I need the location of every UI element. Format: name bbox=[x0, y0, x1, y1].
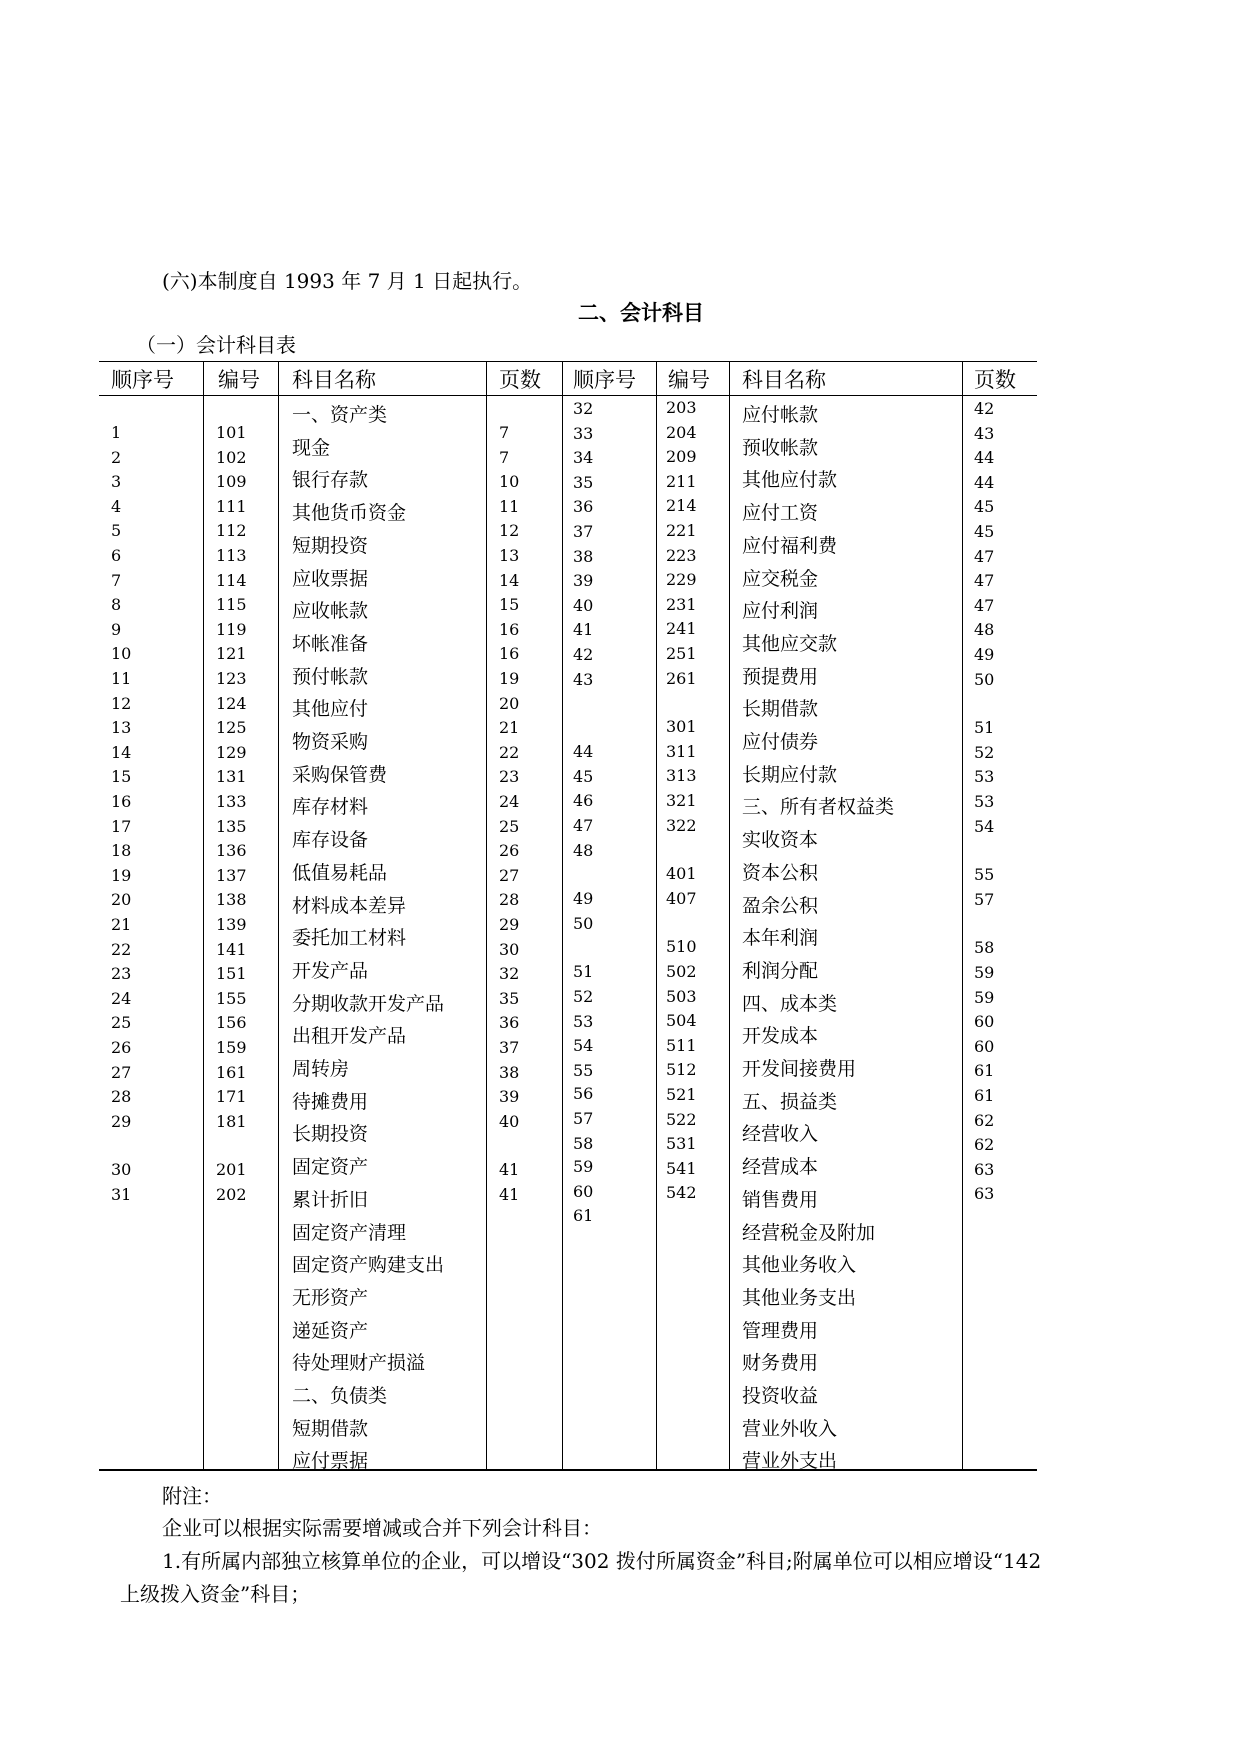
left-page-cell: 28 bbox=[499, 890, 520, 910]
left-name-cell: 固定资产清理 bbox=[292, 1221, 407, 1244]
right-page-cell: 61 bbox=[974, 1061, 995, 1081]
right-code-cell: 401 bbox=[666, 864, 697, 884]
left-page-cell: 7 bbox=[499, 447, 510, 467]
right-name-cell: 五、损益类 bbox=[742, 1090, 838, 1113]
right-seq-cell: 43 bbox=[573, 669, 594, 689]
right-seq-cell: 56 bbox=[573, 1084, 594, 1104]
right-seq-cell: 50 bbox=[573, 913, 594, 933]
right-code-cell: 203 bbox=[666, 398, 697, 417]
right-code-cell: 313 bbox=[666, 766, 697, 786]
left-code-cell: 141 bbox=[216, 939, 247, 959]
left-page-cell: 23 bbox=[499, 767, 520, 787]
left-seq-cell: 12 bbox=[111, 693, 132, 713]
left-seq-cell: 2 bbox=[111, 447, 122, 467]
left-page-cell: 38 bbox=[499, 1062, 520, 1082]
left-name-cell: 其他货币资金 bbox=[292, 502, 407, 525]
right-code-cell: 531 bbox=[666, 1134, 697, 1154]
header-code-right: 编号 bbox=[668, 368, 710, 392]
right-page-cell: 63 bbox=[974, 1159, 995, 1179]
left-seq-cell: 24 bbox=[111, 988, 132, 1008]
right-seq-cell: 33 bbox=[573, 423, 594, 443]
left-seq-cell: 18 bbox=[111, 841, 132, 861]
left-seq-cell: 30 bbox=[111, 1160, 132, 1180]
right-page-cell: 60 bbox=[974, 1012, 995, 1032]
left-code-cell: 201 bbox=[216, 1160, 247, 1180]
left-seq-cell: 19 bbox=[111, 865, 132, 885]
right-page-cell: 47 bbox=[974, 546, 995, 566]
header-name: 科目名称 bbox=[292, 368, 376, 392]
left-code-cell: 101 bbox=[216, 423, 247, 442]
header-name-right: 科目名称 bbox=[742, 368, 826, 392]
right-seq-cell: 38 bbox=[573, 546, 594, 566]
right-seq-cell: 59 bbox=[573, 1157, 594, 1177]
table-bottom-rule bbox=[99, 1469, 1037, 1471]
right-code-cell: 231 bbox=[666, 594, 697, 614]
left-name-cell: 采购保管费 bbox=[292, 763, 388, 786]
right-seq-cell: 48 bbox=[573, 840, 594, 860]
right-page-cell: 62 bbox=[974, 1110, 995, 1130]
right-seq-cell: 46 bbox=[573, 791, 594, 811]
left-seq-cell: 3 bbox=[111, 472, 122, 492]
left-name-cell: 开发产品 bbox=[292, 959, 369, 982]
left-name-cell: 库存材料 bbox=[292, 796, 369, 819]
right-code-cell: 211 bbox=[666, 471, 697, 491]
right-seq-cell: 61 bbox=[573, 1206, 594, 1226]
left-code-cell: 111 bbox=[216, 496, 247, 516]
left-name-cell: 长期投资 bbox=[292, 1123, 369, 1146]
left-page-cell: 29 bbox=[499, 915, 520, 934]
left-code-cell: 136 bbox=[216, 841, 247, 861]
right-name-cell: 其他应付款 bbox=[742, 469, 838, 492]
left-code-cell: 151 bbox=[216, 964, 247, 984]
left-code-cell: 102 bbox=[216, 447, 247, 467]
left-name-cell: 其他应付 bbox=[292, 698, 369, 721]
right-seq-cell: 55 bbox=[573, 1060, 594, 1080]
left-code-cell: 114 bbox=[216, 570, 247, 590]
left-name-cell: 短期投资 bbox=[292, 534, 369, 557]
left-page-cell: 36 bbox=[499, 1013, 520, 1033]
right-code-cell: 407 bbox=[666, 888, 697, 908]
right-code-cell: 241 bbox=[666, 619, 697, 639]
right-page-cell: 50 bbox=[974, 669, 995, 689]
right-page-cell: 62 bbox=[974, 1135, 995, 1155]
left-seq-cell: 9 bbox=[111, 619, 122, 639]
right-name-cell: 应付帐款 bbox=[742, 404, 819, 426]
right-code-cell: 522 bbox=[666, 1109, 697, 1129]
right-name-cell: 营业外收入 bbox=[742, 1417, 838, 1440]
right-seq-cell: 42 bbox=[573, 645, 594, 664]
left-name-cell: 待处理财产损溢 bbox=[292, 1352, 426, 1375]
right-code-cell: 542 bbox=[666, 1183, 697, 1203]
left-name-cell: 应付票据 bbox=[292, 1450, 369, 1473]
left-seq-cell: 5 bbox=[111, 521, 122, 541]
right-name-cell: 其他业务支出 bbox=[742, 1286, 857, 1309]
right-name-cell: 管理费用 bbox=[742, 1319, 819, 1342]
intro-paragraph: (六)本制度自 1993 年 7 月 1 日起执行。 bbox=[162, 269, 533, 293]
col-divider bbox=[562, 361, 563, 1471]
left-name-cell: 累计折旧 bbox=[292, 1188, 369, 1211]
col-divider bbox=[729, 361, 730, 1471]
left-name-cell: 现金 bbox=[292, 436, 331, 459]
right-page-cell: 55 bbox=[974, 865, 995, 885]
left-code-cell: 171 bbox=[216, 1087, 247, 1107]
left-page-cell: 14 bbox=[499, 570, 520, 590]
left-name-cell: 无形资产 bbox=[292, 1286, 369, 1309]
notes-line-2a: 1.有所属内部独立核算单位的企业，可以增设“302 拨付所属资金”科目;附属单位可以相应增设“142 bbox=[162, 1549, 1042, 1573]
right-seq-cell: 49 bbox=[573, 889, 594, 909]
right-name-cell: 经营收入 bbox=[742, 1123, 819, 1146]
header-code: 编号 bbox=[218, 368, 260, 392]
right-name-cell: 营业外支出 bbox=[742, 1450, 838, 1473]
left-seq-cell: 25 bbox=[111, 1013, 132, 1033]
right-code-cell: 229 bbox=[666, 570, 697, 590]
right-code-cell: 209 bbox=[666, 447, 697, 467]
left-name-cell: 委托加工材料 bbox=[292, 927, 407, 950]
header-seq: 顺序号 bbox=[111, 368, 174, 392]
right-page-cell: 59 bbox=[974, 987, 995, 1007]
account-table bbox=[99, 361, 1037, 1471]
right-name-cell: 长期应付款 bbox=[742, 763, 838, 786]
col-divider bbox=[203, 361, 204, 1471]
right-seq-cell: 60 bbox=[573, 1181, 594, 1201]
col-divider bbox=[962, 361, 963, 1471]
left-seq-cell: 21 bbox=[111, 915, 132, 934]
left-name-cell: 预付帐款 bbox=[292, 665, 369, 688]
right-code-cell: 311 bbox=[666, 741, 697, 761]
table-top-rule bbox=[99, 361, 1037, 362]
col-divider bbox=[486, 361, 487, 1471]
right-seq-cell: 53 bbox=[573, 1011, 594, 1031]
right-seq-cell: 36 bbox=[573, 497, 594, 517]
left-code-cell: 113 bbox=[216, 546, 247, 565]
right-code-cell: 521 bbox=[666, 1085, 697, 1104]
right-name-cell: 利润分配 bbox=[742, 959, 819, 982]
right-name-cell: 应交税金 bbox=[742, 567, 819, 590]
left-name-cell: 材料成本差异 bbox=[292, 894, 407, 917]
left-page-cell: 21 bbox=[499, 718, 520, 738]
right-seq-cell: 54 bbox=[573, 1036, 594, 1056]
notes-label: 附注： bbox=[162, 1484, 222, 1508]
left-code-cell: 159 bbox=[216, 1038, 247, 1057]
right-page-cell: 52 bbox=[974, 742, 995, 762]
left-page-cell: 24 bbox=[499, 792, 520, 811]
right-seq-cell: 58 bbox=[573, 1133, 594, 1153]
right-page-cell: 53 bbox=[974, 767, 995, 787]
right-name-cell: 盈余公积 bbox=[742, 894, 819, 917]
right-page-cell: 58 bbox=[974, 938, 995, 958]
right-seq-cell: 32 bbox=[573, 399, 594, 418]
left-code-cell: 112 bbox=[216, 521, 247, 541]
left-page-cell: 20 bbox=[499, 693, 520, 713]
right-name-cell: 经营成本 bbox=[742, 1156, 819, 1179]
left-page-cell: 32 bbox=[499, 964, 520, 984]
right-page-cell: 49 bbox=[974, 645, 995, 664]
right-name-cell: 应付利润 bbox=[742, 600, 819, 623]
header-page-right: 页数 bbox=[974, 368, 1016, 392]
left-page-cell: 39 bbox=[499, 1087, 520, 1107]
right-page-cell: 42 bbox=[974, 399, 995, 418]
left-page-cell: 15 bbox=[499, 595, 520, 615]
left-name-cell: 一、资产类 bbox=[292, 404, 388, 426]
left-code-cell: 119 bbox=[216, 619, 247, 639]
left-code-cell: 115 bbox=[216, 595, 247, 615]
left-code-cell: 124 bbox=[216, 693, 247, 713]
right-name-cell: 预收帐款 bbox=[742, 436, 819, 459]
right-name-cell: 开发间接费用 bbox=[742, 1058, 857, 1080]
right-code-cell: 223 bbox=[666, 545, 697, 565]
right-seq-cell: 35 bbox=[573, 472, 594, 492]
right-name-cell: 三、所有者权益类 bbox=[742, 796, 895, 819]
left-seq-cell: 28 bbox=[111, 1087, 132, 1107]
right-name-cell: 投资收益 bbox=[742, 1385, 819, 1407]
right-page-cell: 60 bbox=[974, 1036, 995, 1056]
left-name-cell: 固定资产购建支出 bbox=[292, 1254, 445, 1277]
left-code-cell: 181 bbox=[216, 1111, 247, 1131]
left-code-cell: 161 bbox=[216, 1062, 247, 1082]
right-name-cell: 长期借款 bbox=[742, 698, 819, 721]
left-page-cell: 19 bbox=[499, 669, 520, 688]
right-page-cell: 53 bbox=[974, 792, 995, 811]
left-seq-cell: 20 bbox=[111, 890, 132, 910]
right-page-cell: 48 bbox=[974, 620, 995, 640]
right-page-cell: 45 bbox=[974, 497, 995, 517]
right-code-cell: 503 bbox=[666, 986, 697, 1006]
header-page: 页数 bbox=[499, 368, 541, 392]
left-name-cell: 应收帐款 bbox=[292, 600, 369, 623]
right-page-cell: 61 bbox=[974, 1086, 995, 1105]
right-seq-cell: 45 bbox=[573, 766, 594, 786]
left-page-cell: 7 bbox=[499, 423, 510, 442]
right-seq-cell: 47 bbox=[573, 816, 594, 835]
left-code-cell: 129 bbox=[216, 742, 247, 762]
left-page-cell: 25 bbox=[499, 816, 520, 836]
left-code-cell: 123 bbox=[216, 669, 247, 688]
left-page-cell: 10 bbox=[499, 472, 520, 492]
left-seq-cell: 13 bbox=[111, 718, 132, 738]
left-name-cell: 待摊费用 bbox=[292, 1090, 369, 1113]
right-seq-cell: 34 bbox=[573, 448, 594, 468]
right-page-cell: 57 bbox=[974, 889, 995, 909]
left-code-cell: 121 bbox=[216, 644, 247, 664]
left-name-cell: 分期收款开发产品 bbox=[292, 992, 445, 1015]
left-seq-cell: 4 bbox=[111, 496, 122, 516]
left-page-cell: 22 bbox=[499, 742, 520, 762]
left-code-cell: 139 bbox=[216, 915, 247, 934]
left-name-cell: 库存设备 bbox=[292, 829, 369, 852]
left-name-cell: 递延资产 bbox=[292, 1319, 369, 1342]
right-page-cell: 43 bbox=[974, 423, 995, 443]
left-name-cell: 固定资产 bbox=[292, 1156, 369, 1179]
right-seq-cell: 57 bbox=[573, 1109, 594, 1128]
left-page-cell: 41 bbox=[499, 1185, 520, 1204]
left-seq-cell: 17 bbox=[111, 816, 132, 836]
header-seq-right: 顺序号 bbox=[573, 368, 636, 392]
section-title: 二、会计科目 bbox=[578, 300, 704, 325]
right-code-cell: 510 bbox=[666, 937, 697, 957]
left-code-cell: 135 bbox=[216, 816, 247, 836]
right-seq-cell: 51 bbox=[573, 962, 594, 982]
col-divider bbox=[656, 361, 657, 1471]
right-seq-cell: 37 bbox=[573, 522, 594, 541]
left-page-cell: 16 bbox=[499, 619, 520, 639]
right-code-cell: 251 bbox=[666, 644, 697, 663]
left-seq-cell: 26 bbox=[111, 1038, 132, 1057]
left-code-cell: 125 bbox=[216, 718, 247, 738]
right-name-cell: 预提费用 bbox=[742, 665, 819, 688]
left-seq-cell: 29 bbox=[111, 1111, 132, 1131]
left-name-cell: 银行存款 bbox=[292, 469, 369, 492]
left-seq-cell: 27 bbox=[111, 1062, 132, 1082]
left-seq-cell: 22 bbox=[111, 939, 132, 959]
left-name-cell: 坏帐准备 bbox=[292, 632, 369, 655]
right-code-cell: 511 bbox=[666, 1035, 697, 1055]
right-name-cell: 四、成本类 bbox=[742, 992, 838, 1015]
left-code-cell: 156 bbox=[216, 1013, 247, 1033]
right-name-cell: 应付债券 bbox=[742, 731, 819, 753]
left-name-cell: 周转房 bbox=[292, 1058, 350, 1080]
left-page-cell: 35 bbox=[499, 988, 520, 1008]
left-code-cell: 133 bbox=[216, 792, 247, 811]
left-page-cell: 27 bbox=[499, 865, 520, 885]
left-page-cell: 12 bbox=[499, 521, 520, 541]
notes-line-2b: 上级拨入资金”科目； bbox=[120, 1582, 311, 1606]
left-seq-cell: 1 bbox=[111, 423, 122, 442]
right-code-cell: 502 bbox=[666, 962, 697, 981]
right-seq-cell: 39 bbox=[573, 571, 594, 591]
left-name-cell: 物资采购 bbox=[292, 731, 369, 753]
right-code-cell: 214 bbox=[666, 496, 697, 516]
left-code-cell: 155 bbox=[216, 988, 247, 1008]
left-name-cell: 应收票据 bbox=[292, 567, 369, 590]
left-page-cell: 13 bbox=[499, 546, 520, 565]
left-code-cell: 131 bbox=[216, 767, 247, 787]
right-page-cell: 44 bbox=[974, 472, 995, 492]
right-code-cell: 261 bbox=[666, 668, 697, 688]
right-name-cell: 其他业务收入 bbox=[742, 1254, 857, 1277]
right-page-cell: 63 bbox=[974, 1184, 995, 1204]
right-code-cell: 221 bbox=[666, 521, 697, 540]
col-divider bbox=[278, 361, 279, 1471]
right-name-cell: 本年利润 bbox=[742, 927, 819, 950]
left-page-cell: 30 bbox=[499, 939, 520, 959]
left-code-cell: 109 bbox=[216, 472, 247, 492]
left-code-cell: 138 bbox=[216, 890, 247, 910]
left-page-cell: 16 bbox=[499, 644, 520, 664]
left-seq-cell: 8 bbox=[111, 595, 122, 615]
right-seq-cell: 41 bbox=[573, 620, 594, 640]
header-bottom-rule bbox=[99, 395, 1037, 396]
right-seq-cell: 44 bbox=[573, 742, 594, 762]
left-seq-cell: 16 bbox=[111, 792, 132, 811]
left-name-cell: 二、负债类 bbox=[292, 1385, 388, 1407]
right-page-cell: 44 bbox=[974, 448, 995, 468]
right-name-cell: 开发成本 bbox=[742, 1025, 819, 1048]
right-name-cell: 财务费用 bbox=[742, 1352, 819, 1375]
right-name-cell: 其他应交款 bbox=[742, 632, 838, 655]
left-seq-cell: 15 bbox=[111, 767, 132, 787]
left-code-cell: 202 bbox=[216, 1185, 247, 1204]
left-page-cell: 26 bbox=[499, 841, 520, 861]
left-name-cell: 低值易耗品 bbox=[292, 861, 388, 884]
left-seq-cell: 7 bbox=[111, 570, 122, 590]
left-code-cell: 137 bbox=[216, 865, 247, 885]
right-code-cell: 204 bbox=[666, 422, 697, 442]
notes-line-1: 企业可以根据实际需要增减或合并下列会计科目： bbox=[162, 1516, 602, 1540]
right-page-cell: 47 bbox=[974, 595, 995, 615]
right-code-cell: 512 bbox=[666, 1060, 697, 1080]
left-page-cell: 41 bbox=[499, 1160, 520, 1180]
right-code-cell: 301 bbox=[666, 717, 697, 737]
right-code-cell: 541 bbox=[666, 1158, 697, 1178]
left-page-cell: 40 bbox=[499, 1111, 520, 1131]
right-code-cell: 504 bbox=[666, 1011, 697, 1031]
right-page-cell: 59 bbox=[974, 963, 995, 982]
left-name-cell: 短期借款 bbox=[292, 1417, 369, 1440]
left-seq-cell: 6 bbox=[111, 546, 122, 565]
left-seq-cell: 14 bbox=[111, 742, 132, 762]
right-name-cell: 销售费用 bbox=[742, 1188, 819, 1211]
right-code-cell: 322 bbox=[666, 815, 697, 835]
right-name-cell: 经营税金及附加 bbox=[742, 1221, 876, 1244]
left-seq-cell: 31 bbox=[111, 1185, 132, 1204]
right-seq-cell: 52 bbox=[573, 987, 594, 1006]
right-seq-cell: 40 bbox=[573, 595, 594, 615]
left-page-cell: 37 bbox=[499, 1038, 520, 1057]
right-code-cell: 321 bbox=[666, 791, 697, 810]
left-name-cell: 出租开发产品 bbox=[292, 1025, 407, 1048]
right-page-cell: 54 bbox=[974, 816, 995, 836]
subsection-title: （一）会计科目表 bbox=[136, 333, 296, 357]
right-name-cell: 应付工资 bbox=[742, 502, 819, 525]
right-page-cell: 45 bbox=[974, 522, 995, 541]
right-name-cell: 实收资本 bbox=[742, 829, 819, 852]
right-page-cell: 47 bbox=[974, 571, 995, 591]
right-name-cell: 应付福利费 bbox=[742, 534, 838, 557]
right-name-cell: 资本公积 bbox=[742, 861, 819, 884]
right-page-cell: 51 bbox=[974, 718, 995, 738]
left-seq-cell: 10 bbox=[111, 644, 132, 664]
left-page-cell: 11 bbox=[499, 496, 520, 516]
left-seq-cell: 23 bbox=[111, 964, 132, 984]
left-seq-cell: 11 bbox=[111, 669, 132, 688]
